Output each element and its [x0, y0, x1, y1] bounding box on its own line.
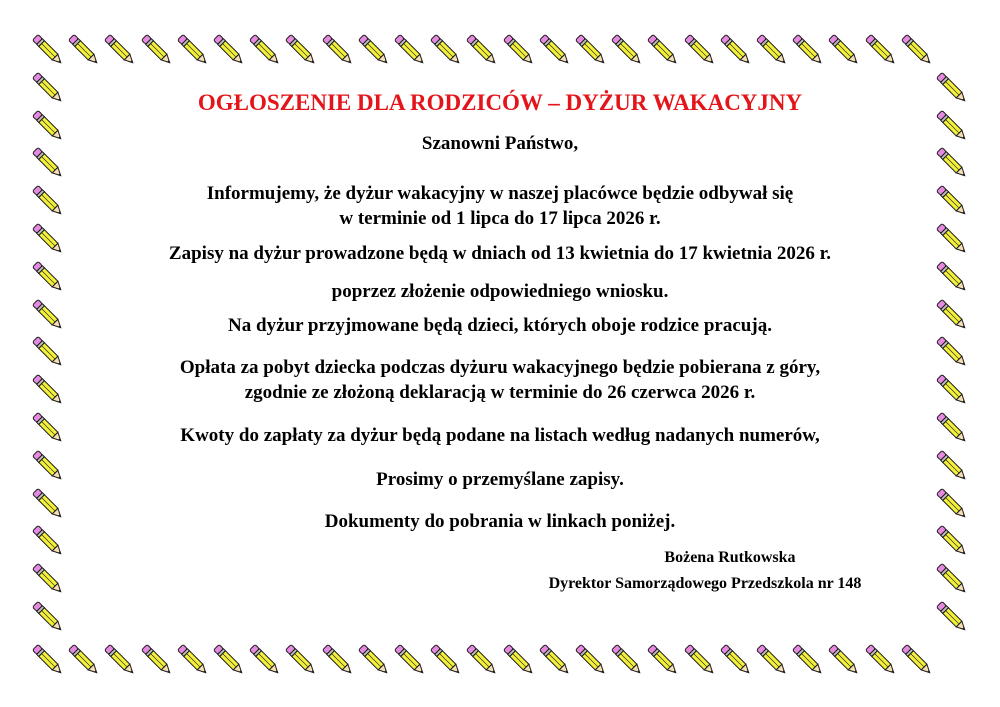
pencil-icon: [788, 640, 828, 680]
signature-position: Dyrektor Samorządowego Przedszkola nr 148: [548, 575, 862, 592]
payment-text-line-1: Opłata za pobyt dziecka podczas dyżuru wakacyjnego będzie pobierana z góry,: [179, 357, 821, 378]
signature-name: Bożena Rutkowska: [664, 549, 796, 566]
pencil-icon: [607, 30, 647, 70]
pencil-icon: [824, 30, 864, 70]
request-text: Prosimy o przemyślane zapisy.: [376, 469, 624, 490]
pencil-icon: [932, 597, 972, 637]
pencil-icon: [680, 30, 720, 70]
pencil-icon: [752, 640, 792, 680]
pencil-icon: [173, 30, 213, 70]
pencil-icon: [643, 30, 683, 70]
pencil-icon: [643, 640, 683, 680]
pencil-icon: [173, 640, 213, 680]
greeting-text: Szanowni Państwo,: [421, 133, 579, 154]
pencil-icon: [462, 30, 502, 70]
documents-text: Dokumenty do pobrania w linkach poniżej.: [324, 511, 676, 532]
pencil-icon: [100, 640, 140, 680]
pencil-icon: [64, 30, 104, 70]
pencil-icon: [28, 30, 68, 70]
pencil-icon: [137, 30, 177, 70]
pencil-icon: [897, 640, 937, 680]
pencil-icon: [607, 640, 647, 680]
pencil-icon: [281, 30, 321, 70]
application-text: poprzez złożenie odpowiedniego wniosku.: [331, 281, 669, 302]
pencil-icon: [535, 30, 575, 70]
pencil-icon: [499, 640, 539, 680]
pencil-icon: [680, 640, 720, 680]
pencil-icon: [499, 30, 539, 70]
payment-text-line-2: zgodnie ze złożoną deklaracją w terminie do 26 czerwca 2026 r.: [244, 382, 756, 403]
pencil-icon: [245, 30, 285, 70]
pencil-icon: [788, 30, 828, 70]
pencil-icon: [462, 640, 502, 680]
pencil-icon: [535, 640, 575, 680]
pencil-icon: [426, 30, 466, 70]
info-text-line-1: Informujemy, że dyżur wakacyjny w naszej placówce będzie odbywał się: [206, 183, 794, 204]
amounts-text: Kwoty do zapłaty za dyżur będą podane na listach według nadanych numerów,: [180, 425, 820, 446]
pencil-icon: [897, 30, 937, 70]
pencil-icon: [716, 640, 756, 680]
eligibility-text: Na dyżur przyjmowane będą dzieci, których oboje rodzice pracują.: [228, 315, 772, 336]
pencil-icon: [752, 30, 792, 70]
pencil-icon: [932, 559, 972, 599]
pencil-icon: [571, 30, 611, 70]
pencil-icon: [390, 30, 430, 70]
pencil-icon: [209, 30, 249, 70]
pencil-icon: [100, 30, 140, 70]
pencil-icon: [28, 559, 68, 599]
pencil-icon: [390, 640, 430, 680]
pencil-icon: [716, 30, 756, 70]
pencil-icon: [28, 597, 68, 637]
pencil-icon: [64, 640, 104, 680]
pencil-icon: [426, 640, 466, 680]
pencil-icon: [354, 30, 394, 70]
pencil-icon: [137, 640, 177, 680]
pencil-icon: [28, 640, 68, 680]
pencil-icon: [824, 640, 864, 680]
pencil-icon: [281, 640, 321, 680]
pencil-icon: [318, 30, 358, 70]
pencil-icon: [245, 640, 285, 680]
info-text-line-2: w terminie od 1 lipca do 17 lipca 2026 r.: [339, 208, 661, 229]
pencil-icon: [209, 640, 249, 680]
pencil-icon: [318, 640, 358, 680]
pencil-icon: [861, 30, 901, 70]
pencil-icon: [861, 640, 901, 680]
announcement-title: OGŁOSZENIE DLA RODZICÓW – DYŻUR WAKACYJNY: [197, 90, 803, 115]
pencil-icon: [571, 640, 611, 680]
registration-text: Zapisy na dyżur prowadzone będą w dniach od 13 kwietnia do 17 kwietnia 2026 r.: [168, 243, 832, 264]
pencil-icon: [354, 640, 394, 680]
